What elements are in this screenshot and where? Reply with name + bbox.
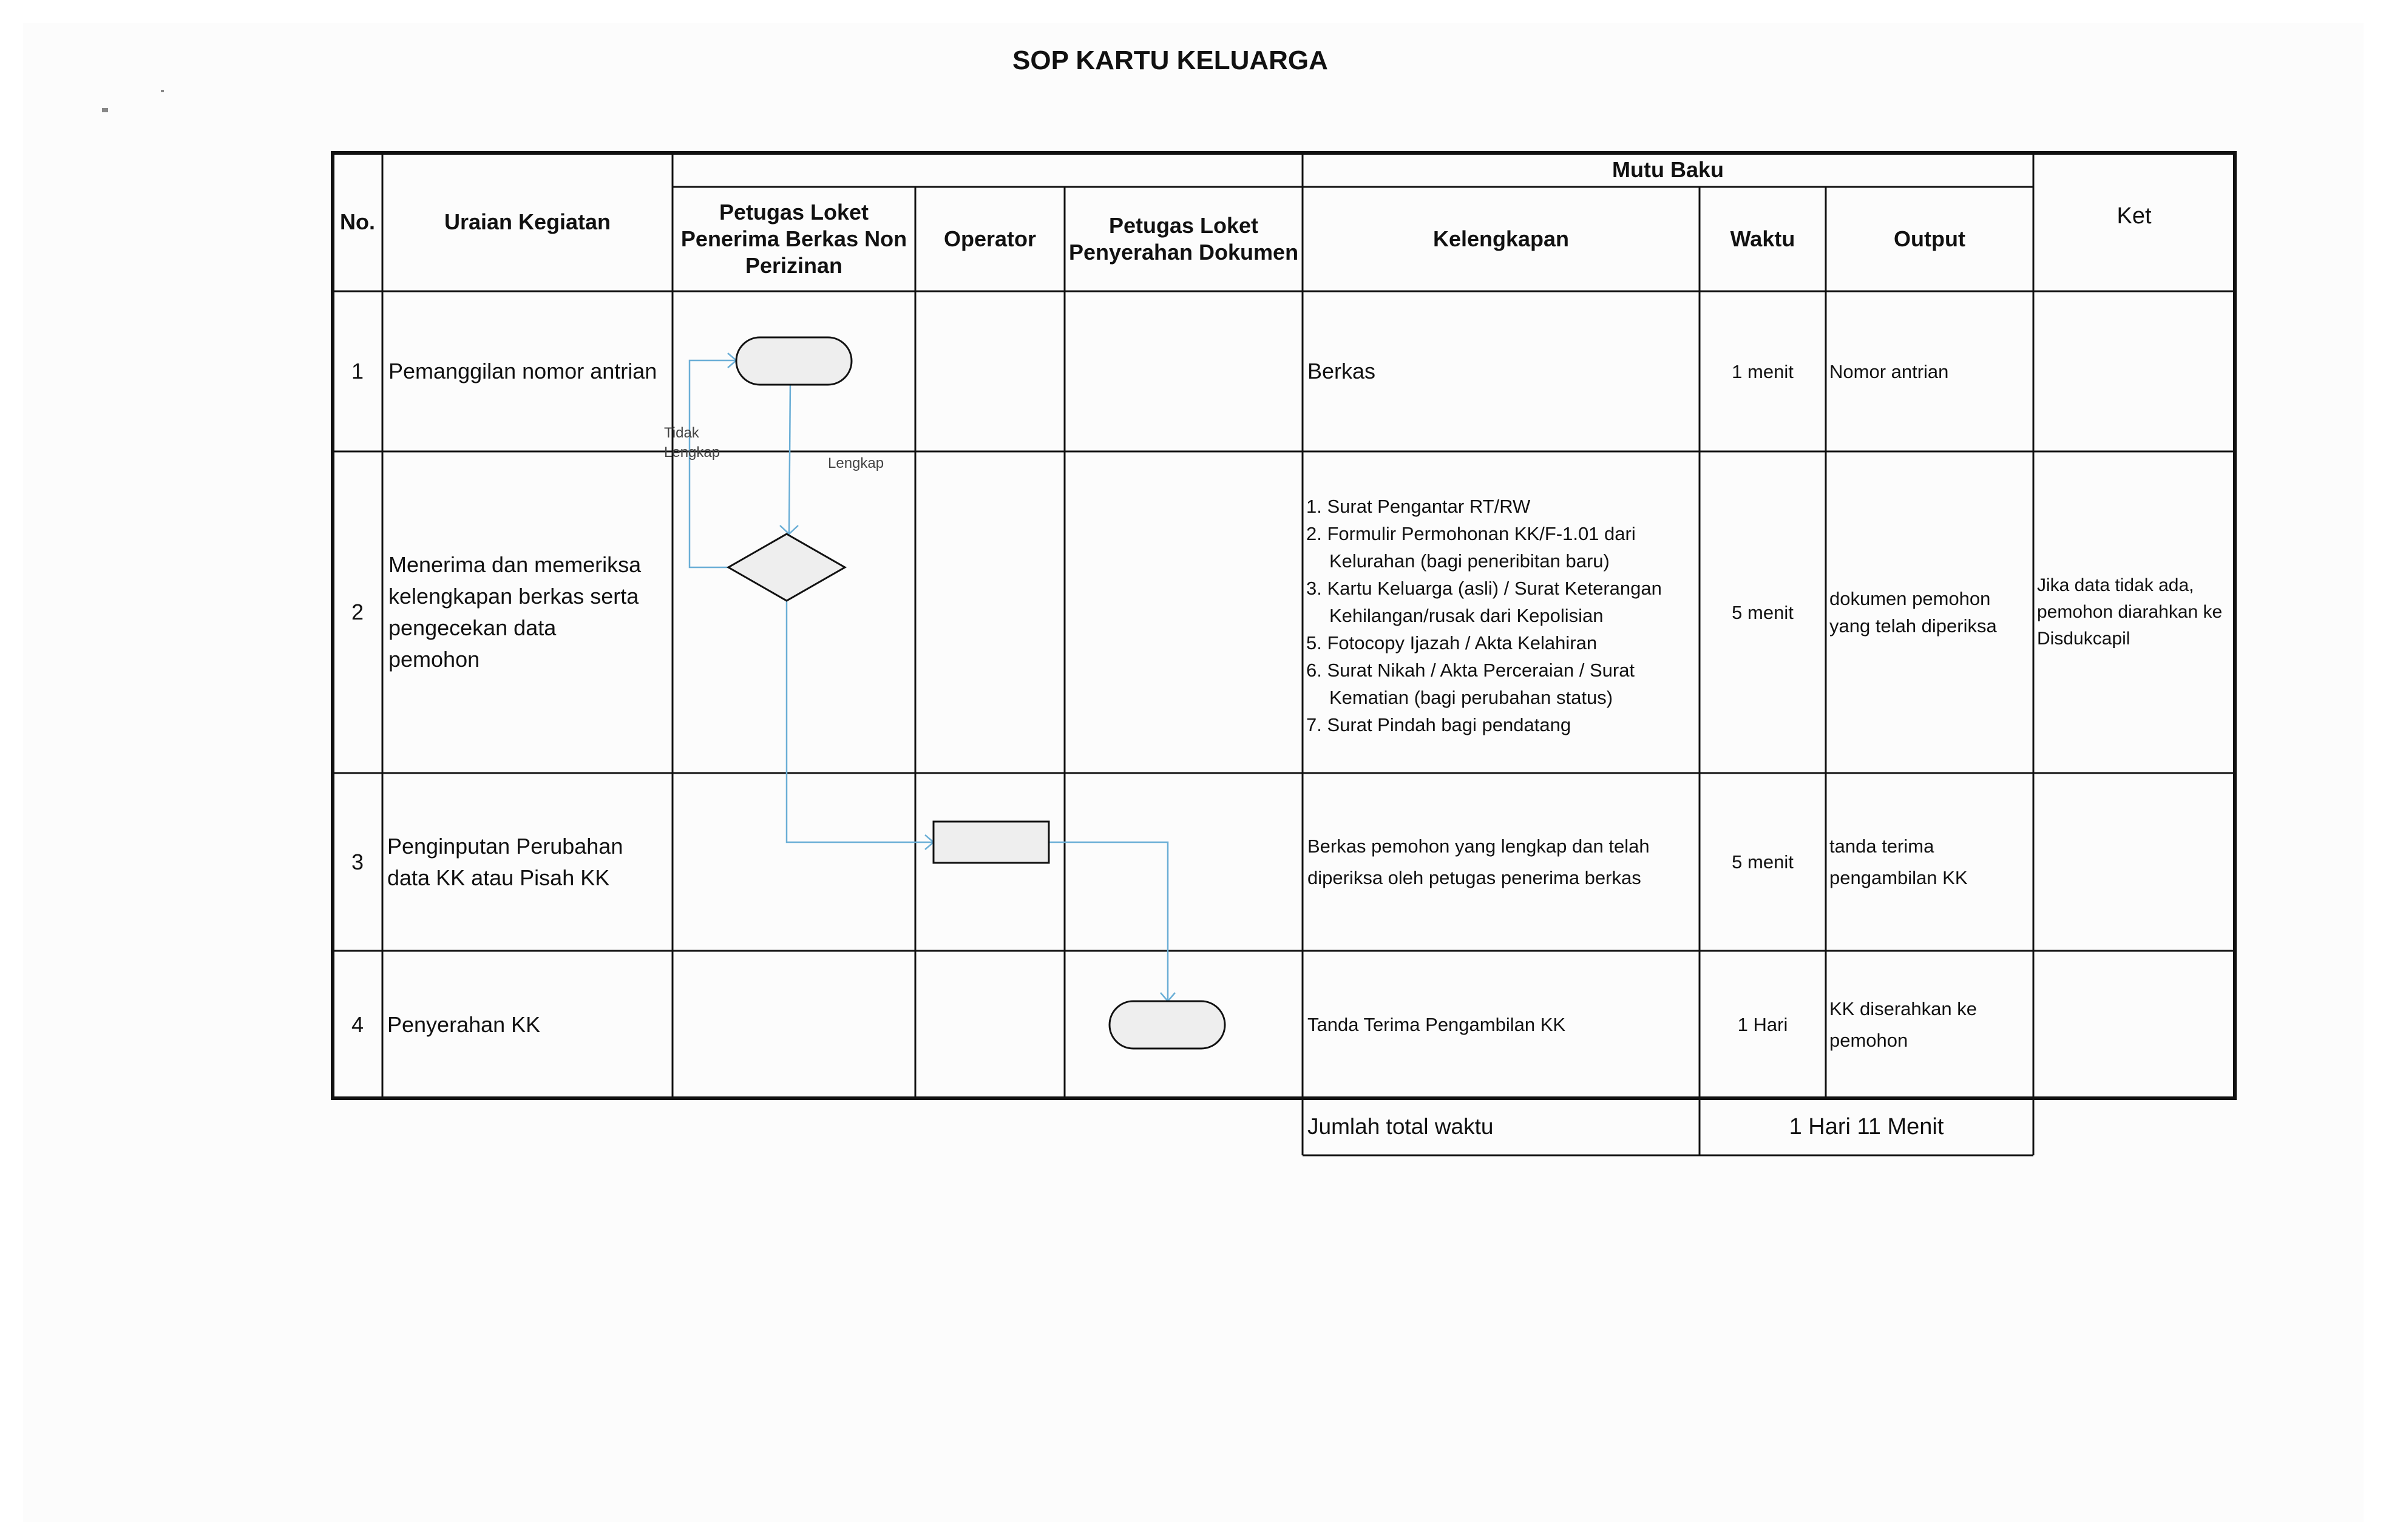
header-kelengkapan: Kelengkapan: [1432, 226, 1570, 251]
header-output: Output: [1894, 226, 1965, 251]
row-4-ket: [2037, 951, 2231, 1098]
row-2-waktu: 5 menit: [1732, 601, 1794, 623]
row-1-kelengkapan: Berkas: [1307, 359, 1376, 383]
flow-label-tidak-lengkap: Tidak Lengkap: [664, 425, 720, 461]
list-item: 5. Fotocopy Ijazah / Akta Kelahiran: [1306, 632, 1598, 653]
row-3-output: tanda terima pengambilan KK: [1829, 835, 1968, 888]
header-no: No.: [340, 209, 375, 234]
header-waktu: Waktu: [1730, 226, 1795, 251]
list-item: 2. Formulir Permohonan KK/F-1.01 dari Kelurahan (bagi peneribitan baru): [1306, 523, 1636, 572]
header-mutu-baku: Mutu Baku: [1612, 157, 1724, 182]
header-ket: Ket: [2117, 203, 2152, 229]
row-1-output: Nomor antrian: [1829, 360, 1949, 382]
row-2-ket: Jika data tidak ada, pemohon diarahkan ke Disdukcapil: [2037, 575, 2223, 649]
row-2-output: dokumen pemohon yang telah diperiksa: [1829, 588, 1997, 637]
row-1-ket: [2037, 291, 2231, 451]
row-3-waktu: 5 menit: [1732, 851, 1794, 873]
row-3-uraian: Penginputan Perubahan data KK atau Pisah KK: [387, 833, 623, 890]
row-2-uraian: Menerima dan memeriksa kelengkapan berkas serta pengecekan data pemohon: [388, 552, 642, 672]
row-2-kelengkapan-list: [1306, 493, 1698, 738]
header-uraian: Uraian Kegiatan: [444, 209, 611, 234]
row-4-kelengkapan: Tanda Terima Pengambilan KK: [1307, 1014, 1566, 1035]
header-operator: Operator: [943, 226, 1037, 251]
row-3-no: 3: [351, 849, 364, 874]
row-1-uraian: Pemanggilan nomor antrian: [388, 359, 657, 383]
row-1-waktu: 1 menit: [1732, 360, 1794, 382]
list-item: 1. Surat Pengantar RT/RW: [1306, 496, 1531, 517]
scan-speck: [161, 90, 164, 92]
row-2-no: 2: [351, 599, 364, 624]
header-petugas-loket-penyerahan: Petugas Loket Penyerahan Dokumen: [1068, 213, 1299, 265]
flow-label-lengkap: Lengkap: [828, 455, 884, 471]
total-value: 1 Hari 11 Menit: [1789, 1114, 1944, 1140]
list-item: 6. Surat Nikah / Akta Perceraian / Surat Kematian (bagi perubahan status): [1306, 660, 1635, 708]
row-3-kelengkapan: Berkas pemohon yang lengkap dan telah diperiksa oleh petugas penerima berkas: [1307, 835, 1650, 888]
scan-speck: [102, 108, 108, 112]
row-3-ket: [2037, 773, 2231, 951]
row-4-no: 4: [351, 1011, 364, 1037]
row-4-uraian: Penyerahan KK: [387, 1011, 541, 1037]
row-4-waktu: 1 Hari: [1737, 1014, 1788, 1035]
row-4-output: KK diserahkan ke pemohon: [1829, 998, 1977, 1051]
header-petugas-loket-penerima: Petugas Loket Penerima Berkas Non Perizinan: [680, 200, 907, 278]
total-label: Jumlah total waktu: [1307, 1114, 1494, 1139]
row-1-no: 1: [351, 359, 364, 383]
list-item: 3. Kartu Keluarga (asli) / Surat Keterangan Kehilangan/rusak dari Kepolisian: [1306, 578, 1662, 626]
list-item: 7. Surat Pindah bagi pendatang: [1306, 714, 1571, 735]
page-title: SOP KARTU KELUARGA: [1012, 46, 1328, 75]
